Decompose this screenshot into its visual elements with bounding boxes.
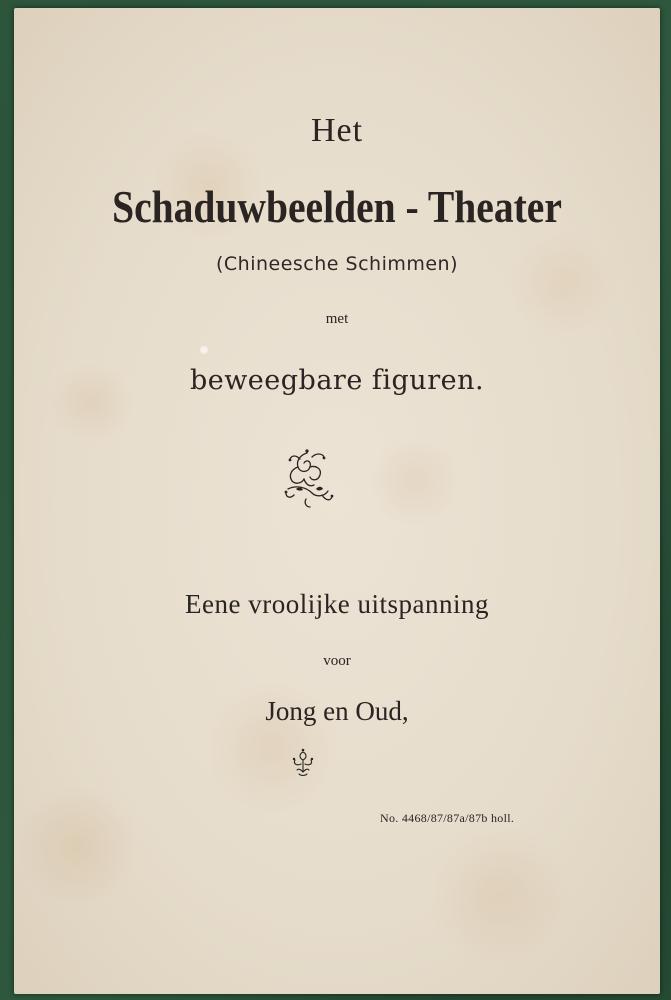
connector-voor: voor: [323, 653, 351, 669]
catalogue-number: No. 4468/87/87a/87b holl.: [380, 811, 515, 825]
booklet-cover: [14, 8, 660, 994]
main-title: Schaduwbeelden - Theater: [112, 181, 562, 232]
small-flower-ornament-icon: [287, 746, 319, 780]
heading-het: Het: [310, 112, 364, 149]
floral-dragon-ornament-icon: [276, 445, 338, 511]
connector-met: met: [325, 311, 349, 327]
paper-dent: [198, 344, 210, 356]
subtitle: (Chineesche Schimmen): [215, 253, 459, 275]
tagline: Eene vroolijke uitspanning: [185, 589, 489, 619]
subheading-figures: beweegbare figuren.: [189, 365, 485, 396]
audience-line: Jong en Oud,: [265, 696, 409, 726]
